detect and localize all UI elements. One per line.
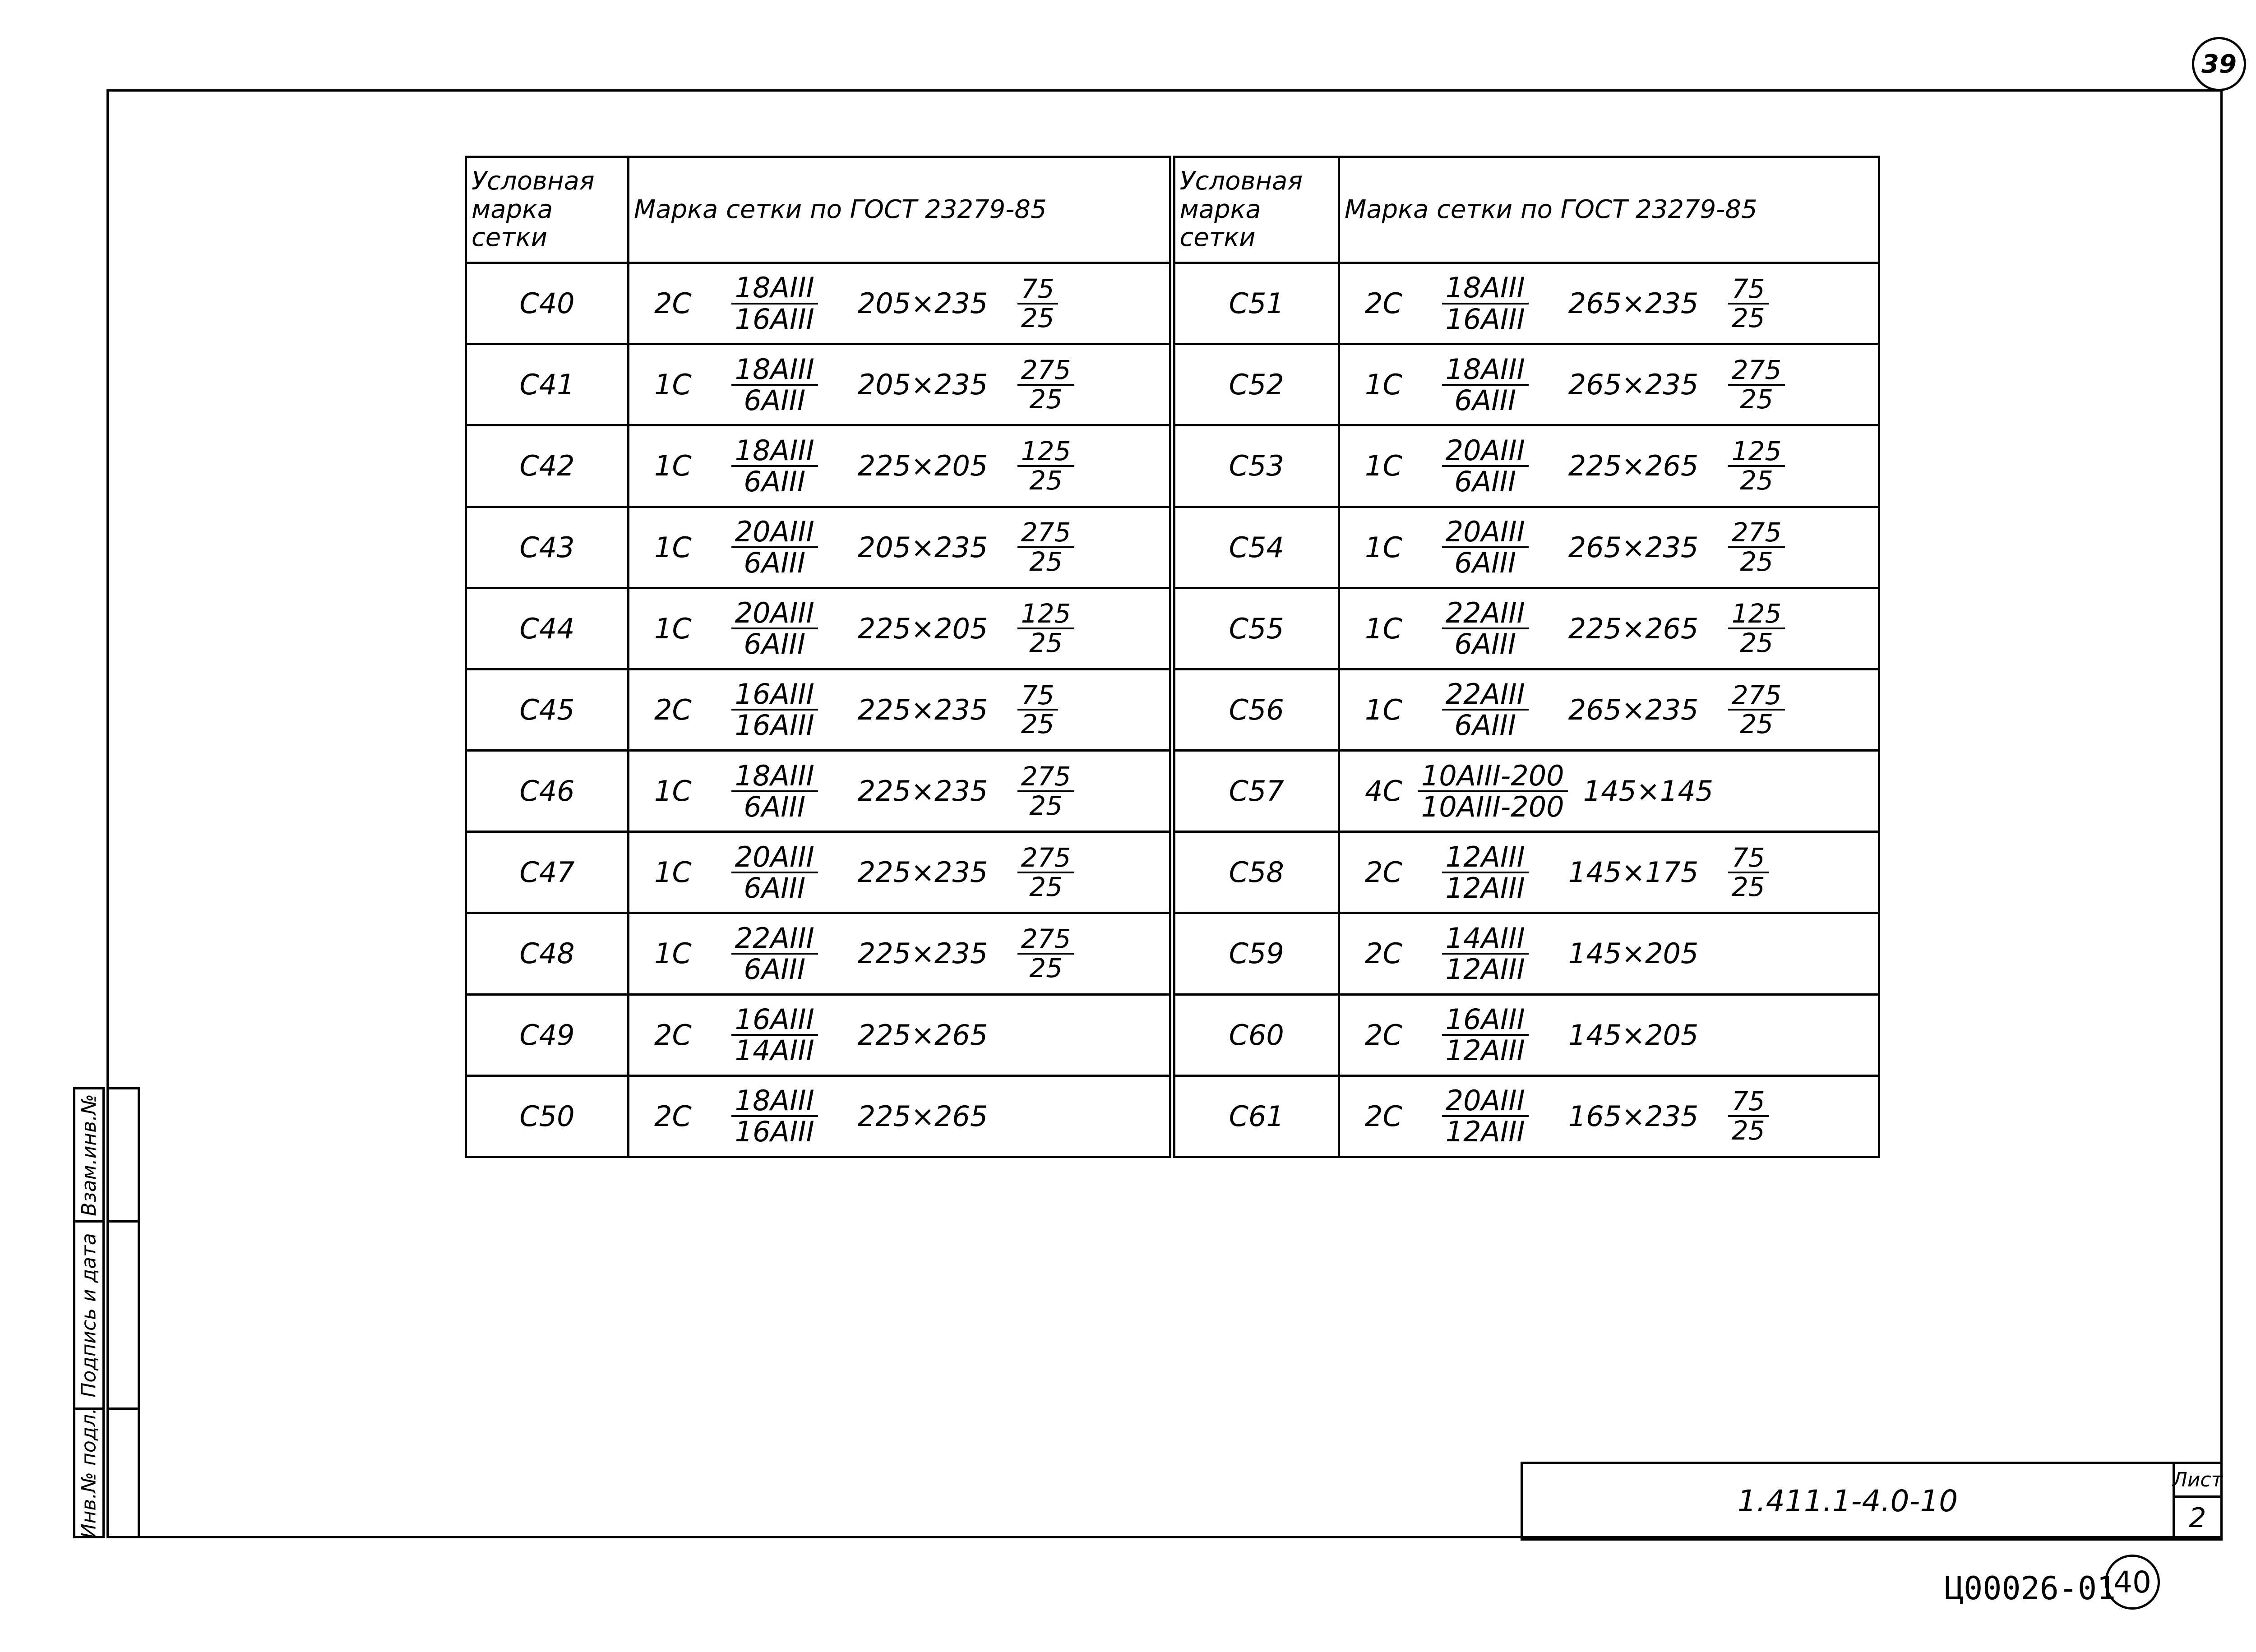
mesh-dimensions: 225×265 — [857, 1099, 988, 1133]
rebar-transverse: 16АIII — [735, 302, 814, 336]
rebar-longitudinal: 20АIII — [731, 517, 818, 548]
mesh-dimensions: 145×205 — [1568, 1018, 1699, 1052]
overhang-top: 125 — [1017, 438, 1075, 467]
rebar-longitudinal: 18АIII — [1442, 273, 1529, 304]
rebar-longitudinal: 20АIII — [731, 598, 818, 629]
mesh-prefix: 4С — [1365, 775, 1402, 808]
rebar-longitudinal: 16АIII — [731, 1005, 818, 1036]
overhang-fraction — [1728, 438, 1785, 494]
mesh-spec — [1340, 842, 1878, 903]
spec-cell-left — [629, 507, 1172, 588]
mesh-dimensions: 225×235 — [857, 775, 988, 808]
spec-cell-left — [629, 588, 1172, 669]
stamp-blank-3 — [106, 1407, 140, 1538]
overhang-fraction — [1728, 844, 1769, 901]
rebar-transverse: 6АIII — [1454, 465, 1516, 498]
rebar-transverse: 16АIII — [735, 1115, 814, 1149]
rebar-fraction — [707, 1005, 842, 1065]
overhang-top: 75 — [1728, 275, 1769, 305]
sheet-number-circle — [2192, 37, 2246, 91]
overhang-top: 75 — [1017, 682, 1058, 711]
sheet-label: Лист — [2175, 1464, 2220, 1498]
mesh-table — [465, 156, 1878, 1158]
archive-code: Ц00026-01 — [1945, 1570, 2116, 1607]
rebar-longitudinal: 18АIII — [1442, 355, 1529, 386]
mesh-code-right: С52 — [1172, 344, 1339, 425]
mesh-code-right: С55 — [1172, 588, 1339, 669]
mesh-spec — [629, 352, 1169, 417]
table-row — [466, 669, 1879, 750]
rebar-transverse: 6АIII — [744, 628, 806, 661]
overhang-fraction — [1017, 519, 1075, 576]
mesh-dimensions: 225×265 — [1568, 612, 1699, 645]
mesh-prefix: 1С — [1365, 449, 1402, 483]
sheet-number-top: 39 — [2201, 49, 2237, 79]
rebar-fraction — [707, 271, 842, 336]
mesh-prefix: 1С — [654, 775, 692, 808]
mesh-prefix: 2С — [1365, 1018, 1402, 1052]
overhang-fraction — [1017, 763, 1075, 820]
title-block — [1521, 1462, 2175, 1541]
mesh-code-right: С61 — [1172, 1075, 1339, 1157]
overhang-bottom: 25 — [1029, 546, 1063, 577]
mesh-dimensions: 145×145 — [1583, 775, 1714, 808]
mesh-prefix: 1С — [1365, 368, 1402, 401]
rebar-fraction — [1418, 923, 1553, 984]
spec-cell-left — [629, 425, 1172, 507]
mesh-dimensions: 265×235 — [1568, 287, 1699, 320]
overhang-fraction — [1728, 275, 1769, 332]
overhang-bottom: 25 — [1021, 302, 1054, 333]
overhang-fraction — [1017, 844, 1075, 901]
archive-page-circle — [2105, 1555, 2160, 1610]
overhang-bottom: 25 — [1731, 302, 1765, 333]
overhang-top: 275 — [1017, 356, 1075, 386]
mesh-code-right: С60 — [1172, 994, 1339, 1075]
overhang-bottom: 25 — [1021, 709, 1054, 740]
spec-cell-right — [1339, 344, 1879, 425]
overhang-bottom: 25 — [1731, 871, 1765, 902]
mesh-spec — [1340, 352, 1878, 417]
overhang-top: 75 — [1728, 1088, 1769, 1117]
mesh-dimensions: 145×175 — [1568, 856, 1699, 889]
mesh-dimensions: 225×235 — [857, 856, 988, 889]
overhang-top: 125 — [1728, 438, 1785, 467]
mesh-code-left: С48 — [466, 913, 629, 994]
header-code-right: Условная марка сетки — [1172, 157, 1339, 263]
mesh-spec — [629, 271, 1169, 336]
rebar-longitudinal: 18АIII — [731, 436, 818, 467]
spec-cell-left — [629, 344, 1172, 425]
mesh-spec — [1340, 679, 1878, 740]
overhang-top: 275 — [1017, 844, 1075, 873]
mesh-spec — [629, 761, 1169, 821]
rebar-fraction — [1418, 271, 1553, 336]
overhang-top: 275 — [1728, 356, 1785, 386]
table-row — [466, 751, 1879, 832]
mesh-dimensions: 225×265 — [857, 1018, 988, 1052]
mesh-dimensions: 265×235 — [1568, 368, 1699, 401]
mesh-prefix: 1С — [654, 937, 692, 970]
header-spec-left: Марка сетки по ГОСТ 23279-85 — [629, 157, 1172, 263]
mesh-spec — [1340, 1084, 1878, 1149]
rebar-fraction — [707, 923, 842, 984]
rebar-longitudinal: 20АIII — [1442, 1086, 1529, 1117]
mesh-prefix: 2С — [654, 1099, 692, 1133]
mesh-prefix: 1С — [1365, 531, 1402, 564]
mesh-spec — [629, 1084, 1169, 1149]
mesh-prefix: 2С — [1365, 1099, 1402, 1133]
rebar-longitudinal: 20АIII — [1442, 517, 1529, 548]
mesh-prefix: 1С — [654, 856, 692, 889]
table-row — [466, 588, 1879, 669]
rebar-longitudinal: 22АIII — [1442, 679, 1529, 711]
table-body — [466, 263, 1879, 1157]
table-row — [466, 994, 1879, 1075]
rebar-transverse: 12АIII — [1445, 871, 1525, 904]
overhang-top: 275 — [1728, 519, 1785, 548]
overhang-top: 125 — [1728, 600, 1785, 629]
rebar-longitudinal: 16АIII — [731, 679, 818, 711]
mesh-spec — [629, 1005, 1169, 1065]
mesh-code-left: С43 — [466, 507, 629, 588]
mesh-spec — [629, 923, 1169, 984]
table-row — [466, 832, 1879, 913]
mesh-dimensions: 225×265 — [1568, 449, 1699, 483]
spec-cell-left — [629, 913, 1172, 994]
mesh-dimensions: 205×235 — [857, 368, 988, 401]
table-header-row — [466, 157, 1879, 263]
rebar-fraction — [1418, 352, 1553, 417]
mesh-spec — [629, 842, 1169, 903]
rebar-fraction — [707, 598, 842, 659]
mesh-code-right: С53 — [1172, 425, 1339, 507]
document-designation: 1.411.1-4.0-10 — [1737, 1484, 1958, 1518]
rebar-fraction — [1418, 1005, 1553, 1065]
mesh-dimensions: 165×235 — [1568, 1099, 1699, 1133]
header-spec-right: Марка сетки по ГОСТ 23279-85 — [1339, 157, 1879, 263]
spec-cell-right — [1339, 913, 1879, 994]
rebar-longitudinal: 22АIII — [1442, 598, 1529, 629]
mesh-code-left: С46 — [466, 751, 629, 832]
rebar-transverse: 6АIII — [744, 465, 806, 498]
overhang-fraction — [1728, 356, 1785, 413]
mesh-spec — [1340, 271, 1878, 336]
mesh-spec — [629, 598, 1169, 659]
overhang-top: 275 — [1017, 925, 1075, 955]
rebar-longitudinal: 20АIII — [731, 842, 818, 873]
rebar-fraction — [1418, 842, 1553, 903]
rebar-transverse: 16АIII — [735, 709, 814, 742]
spec-cell-right — [1339, 1075, 1879, 1157]
overhang-top: 275 — [1017, 763, 1075, 792]
mesh-prefix: 1С — [654, 449, 692, 483]
overhang-top: 75 — [1017, 275, 1058, 305]
overhang-top: 75 — [1728, 844, 1769, 873]
rebar-longitudinal: 20АIII — [1442, 436, 1529, 467]
mesh-prefix: 2С — [654, 693, 692, 726]
rebar-fraction — [707, 842, 842, 903]
mesh-code-left: С42 — [466, 425, 629, 507]
mesh-prefix: 1С — [1365, 612, 1402, 645]
archive-page: 40 — [2113, 1564, 2151, 1600]
rebar-transverse: 12АIII — [1445, 952, 1525, 986]
mesh-dimensions: 205×235 — [857, 531, 988, 564]
mesh-spec — [1340, 515, 1878, 580]
header-code-left: Условная марка сетки — [466, 157, 629, 263]
spec-cell-left — [629, 669, 1172, 750]
mesh-spec — [1340, 923, 1878, 984]
mesh-prefix: 2С — [1365, 287, 1402, 320]
mesh-code-right: С56 — [1172, 669, 1339, 750]
spec-cell-left — [629, 1075, 1172, 1157]
mesh-prefix: 2С — [654, 287, 692, 320]
mesh-spec — [1340, 436, 1878, 496]
mesh-code-right: С54 — [1172, 507, 1339, 588]
overhang-fraction — [1017, 679, 1058, 740]
spec-cell-right — [1339, 669, 1879, 750]
spec-cell-right — [1339, 263, 1879, 344]
mesh-code-left: С50 — [466, 1075, 629, 1157]
table-row — [466, 1075, 1879, 1157]
mesh-code-left: С47 — [466, 832, 629, 913]
mesh-prefix: 1С — [654, 368, 692, 401]
table-row — [466, 913, 1879, 994]
rebar-transverse: 6АIII — [1454, 546, 1516, 580]
rebar-longitudinal: 14АIII — [1442, 923, 1529, 955]
rebar-transverse: 14АIII — [735, 1034, 814, 1067]
rebar-transverse: 6АIII — [744, 546, 806, 580]
rebar-fraction — [707, 1084, 842, 1149]
spec-cell-left — [629, 751, 1172, 832]
rebar-transverse: 6АIII — [1454, 383, 1516, 417]
overhang-bottom: 25 — [1029, 628, 1063, 659]
rebar-longitudinal: 10АIII-200 — [1418, 761, 1568, 792]
rebar-fraction — [1418, 761, 1568, 821]
side-stamp — [73, 1087, 107, 1538]
mesh-dimensions: 145×205 — [1568, 937, 1699, 970]
mesh-prefix: 2С — [1365, 856, 1402, 889]
overhang-fraction — [1017, 438, 1075, 494]
overhang-fraction — [1017, 925, 1075, 982]
overhang-top: 125 — [1017, 600, 1075, 629]
mesh-code-left: С45 — [466, 669, 629, 750]
rebar-fraction — [707, 761, 842, 821]
overhang-bottom: 25 — [1740, 465, 1774, 496]
rebar-transverse: 6АIII — [744, 790, 806, 823]
rebar-transverse: 16АIII — [1445, 302, 1525, 336]
spec-cell-right — [1339, 832, 1879, 913]
mesh-dimensions: 225×205 — [857, 449, 988, 483]
stamp-cell-vzam — [73, 1087, 105, 1223]
mesh-prefix: 1С — [1365, 693, 1402, 726]
overhang-bottom: 25 — [1029, 952, 1063, 983]
stamp-cell-inv — [73, 1407, 105, 1538]
rebar-transverse: 6АIII — [1454, 628, 1516, 661]
stamp-vzam: Взам.инв.№ — [77, 1094, 101, 1216]
mesh-dimensions: 205×235 — [857, 287, 988, 320]
mesh-dimensions: 225×235 — [857, 693, 988, 726]
mesh-spec — [629, 436, 1169, 496]
stamp-cell-podpis — [73, 1220, 105, 1410]
overhang-top: 275 — [1728, 682, 1785, 711]
table-row — [466, 263, 1879, 344]
overhang-bottom: 25 — [1731, 1115, 1765, 1146]
overhang-fraction — [1017, 356, 1075, 413]
stamp-blank-2 — [106, 1220, 140, 1410]
table-row — [466, 344, 1879, 425]
overhang-fraction — [1728, 679, 1785, 740]
rebar-fraction — [1418, 1084, 1553, 1149]
spec-cell-right — [1339, 507, 1879, 588]
rebar-transverse: 10АIII-200 — [1421, 790, 1564, 823]
rebar-transverse: 6АIII — [744, 952, 806, 986]
mesh-code-left: С44 — [466, 588, 629, 669]
mesh-code-right: С51 — [1172, 263, 1339, 344]
overhang-top: 275 — [1017, 519, 1075, 548]
stamp-blank-1 — [106, 1087, 140, 1223]
spec-cell-left — [629, 832, 1172, 913]
spec-cell-right — [1339, 994, 1879, 1075]
overhang-bottom: 25 — [1029, 383, 1063, 415]
overhang-bottom: 25 — [1029, 465, 1063, 496]
mesh-spec — [629, 515, 1169, 580]
mesh-code-right: С59 — [1172, 913, 1339, 994]
spec-cell-left — [629, 994, 1172, 1075]
mesh-spec — [1340, 761, 1878, 821]
rebar-fraction — [1418, 436, 1553, 496]
mesh-code-left: С41 — [466, 344, 629, 425]
spec-cell-right — [1339, 425, 1879, 507]
overhang-bottom: 25 — [1740, 709, 1774, 740]
rebar-longitudinal: 12АIII — [1442, 842, 1529, 873]
mesh-code-right: С57 — [1172, 751, 1339, 832]
mesh-prefix: 1С — [654, 531, 692, 564]
mesh-dimensions: 265×235 — [1568, 531, 1699, 564]
mesh-spec — [629, 679, 1169, 740]
table-row — [466, 425, 1879, 507]
mesh-code-left: С40 — [466, 263, 629, 344]
rebar-longitudinal: 22АIII — [731, 923, 818, 955]
overhang-fraction — [1017, 275, 1058, 332]
mesh-dimensions: 265×235 — [1568, 693, 1699, 726]
mesh-spec — [1340, 1005, 1878, 1065]
overhang-fraction — [1728, 519, 1785, 576]
rebar-longitudinal: 18АIII — [731, 355, 818, 386]
rebar-longitudinal: 18АIII — [731, 761, 818, 792]
rebar-fraction — [1418, 515, 1553, 580]
table-row — [466, 507, 1879, 588]
rebar-longitudinal: 16АIII — [1442, 1005, 1529, 1036]
rebar-longitudinal: 18АIII — [731, 1086, 818, 1117]
mesh-prefix: 2С — [654, 1018, 692, 1052]
rebar-fraction — [1418, 598, 1553, 659]
rebar-fraction — [707, 352, 842, 417]
rebar-longitudinal: 18АIII — [731, 273, 818, 304]
spec-cell-left — [629, 263, 1172, 344]
overhang-bottom: 25 — [1740, 628, 1774, 659]
overhang-bottom: 25 — [1029, 790, 1063, 821]
rebar-transverse: 12АIII — [1445, 1034, 1525, 1067]
sheet-value: 2 — [2189, 1502, 2206, 1534]
rebar-fraction — [707, 515, 842, 580]
stamp-podpis: Подпись и дата — [77, 1232, 101, 1398]
rebar-transverse: 6АIII — [1454, 709, 1516, 742]
rebar-fraction — [707, 679, 842, 740]
overhang-bottom: 25 — [1740, 546, 1774, 577]
mesh-dimensions: 225×235 — [857, 937, 988, 970]
overhang-bottom: 25 — [1029, 871, 1063, 902]
overhang-fraction — [1017, 600, 1075, 657]
rebar-transverse: 6АIII — [744, 871, 806, 904]
rebar-transverse: 12АIII — [1445, 1115, 1525, 1149]
overhang-fraction — [1728, 600, 1785, 657]
sheet-block — [2173, 1462, 2223, 1541]
rebar-fraction — [707, 436, 842, 496]
mesh-code-right: С58 — [1172, 832, 1339, 913]
spec-cell-right — [1339, 588, 1879, 669]
overhang-fraction — [1728, 1088, 1769, 1144]
mesh-prefix: 2С — [1365, 937, 1402, 970]
overhang-bottom: 25 — [1740, 383, 1774, 415]
mesh-table-grid — [465, 156, 1880, 1158]
rebar-fraction — [1418, 679, 1553, 740]
stamp-inv-podl: Инв.№ подл. — [77, 1407, 101, 1538]
mesh-code-left: С49 — [466, 994, 629, 1075]
mesh-dimensions: 225×205 — [857, 612, 988, 645]
mesh-spec — [1340, 598, 1878, 659]
rebar-transverse: 6АIII — [744, 383, 806, 417]
side-stamp-blank — [106, 1087, 140, 1538]
mesh-prefix: 1С — [654, 612, 692, 645]
spec-cell-right — [1339, 751, 1879, 832]
